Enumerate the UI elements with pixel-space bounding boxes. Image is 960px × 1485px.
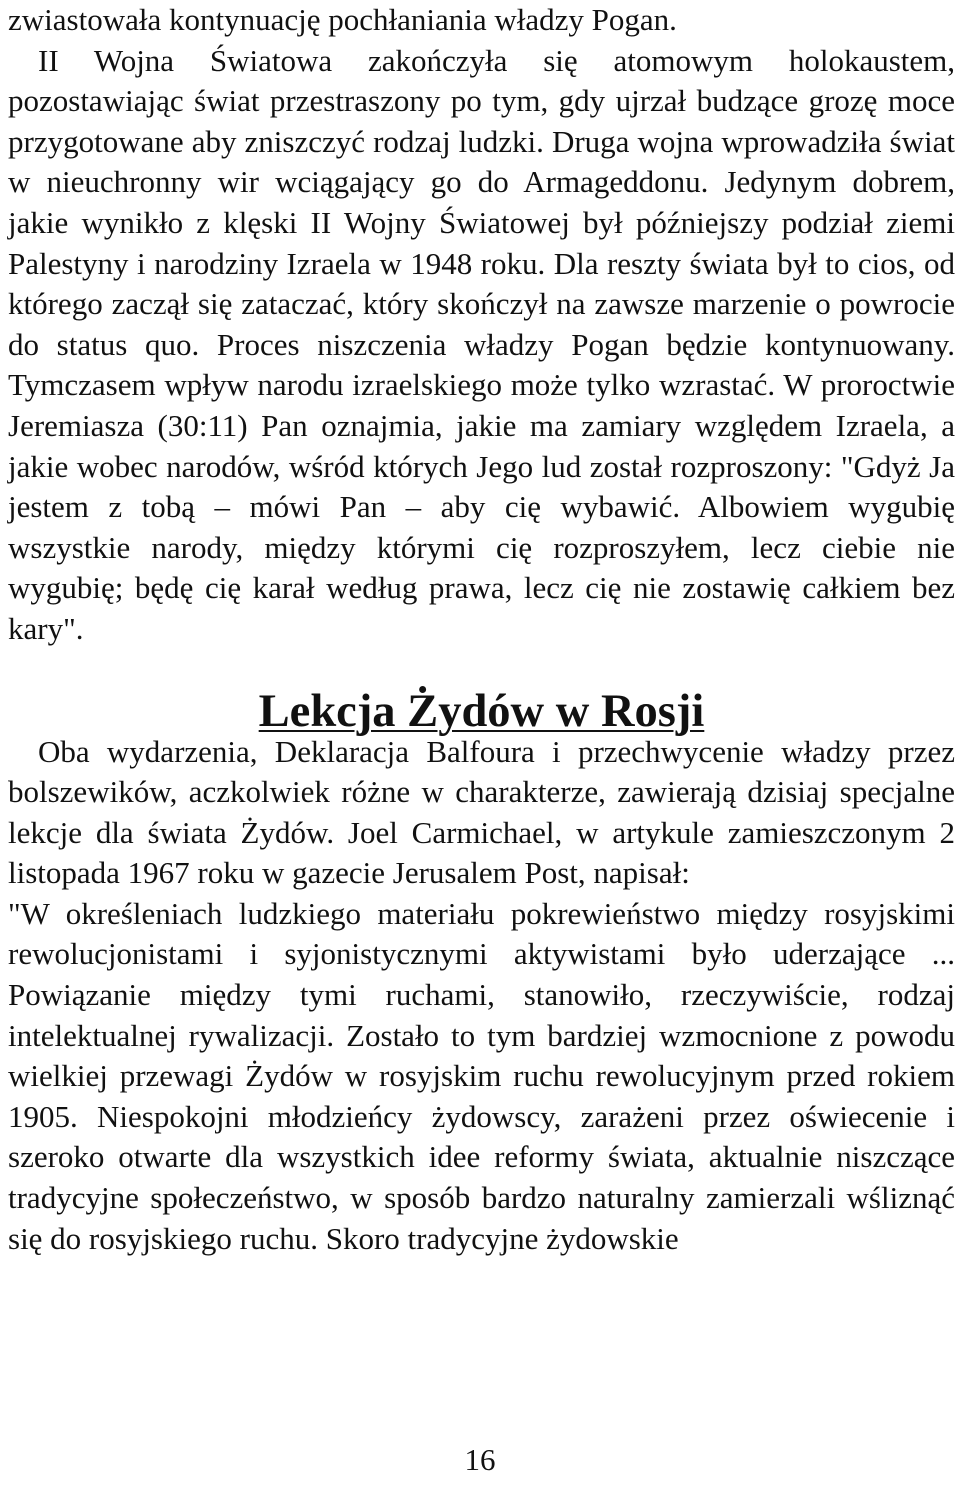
page-number: 16 [464,1442,496,1477]
paragraph-world-war-ii: II Wojna Światowa zakończyła się atomowym holokaustem, pozostawiając świat przestraszony po tym, gdy ujrzał budzące grozę moce przygotowane aby zniszczyć rodzaj ludzki. Druga wojna wprowadziła świat w nieuchronny wir wciągający go do Armageddonu. Jedynym dobrem, jakie wynikło z klęski II Wojny Światowej był późniejszy podział ziemi Palestyny i narodziny Izraela w 1948 roku. Dla reszty świata był to cios, od którego zaczął się zataczać, który skończył na zawsze marzenie o powrocie do status quo. Proces niszczenia władzy Pogan będzie kontynuowany. Tymczasem wpływ narodu izraelskiego może tylko wzrastać. W proroctwie Jeremiasza (30:11) Pan oznajmia, jakie ma zamiary względem Izraela, a jakie wobec narodów, wśród których Jego lud został rozproszony: "Gdyż Ja jestem z tobą – mówi Pan – aby cię wybawić. Albowiem wygubię wszystkie narody, między którymi cię rozproszyłem, lecz ciebie nie wygubię; będę cię karał według prawa, lecz cię nie zostawię całkiem bez kary". [8,42,955,646]
paragraph-continuation: zwiastowała kontynuację pochłaniania władzy Pogan. [8,2,677,37]
document-page [8,0,955,1259]
paragraph-quotation: "W określeniach ludzkiego materiału pokrewieństwo między rosyjskimi rewolucjonistami i syjonistycznymi aktywistami było uderzające ... Powiązanie między tymi ruchami, stanowiło, rzeczywiście, rodzaj intelektualnej rywalizacji. Zostało to tym bardziej wzmocnione z powodu wielkiej przewagi Żydów w rosyjskim ruchu rewolucyjnym przed rokiem 1905. Niespokojni młodzieńcy żydowscy, zarażeni przez oświecenie i szeroko otwarte dla wszystkich idee reformy świata, aktualnie niszczące tradycyjne społeczeństwo, w sposób bardzo naturalny zamierzali wśliznąć się do rosyjskiego ruchu. Skoro tradycyjne żydowskie [8,895,955,1256]
section-heading: Lekcja Żydów w Rosji [258,685,705,737]
paragraph-lesson-intro: Oba wydarzenia, Deklaracja Balfoura i przechwycenie władzy przez bolszewików, aczkolwiek różne w charakterze, zawierają dzisiaj specjalne lekcje dla świata Żydów. Joel Carmichael, w artykule zamieszczonym 2 listopada 1967 roku w gazecie Jerusalem Post, napisał: [8,733,955,891]
section-spacer [8,650,955,691]
